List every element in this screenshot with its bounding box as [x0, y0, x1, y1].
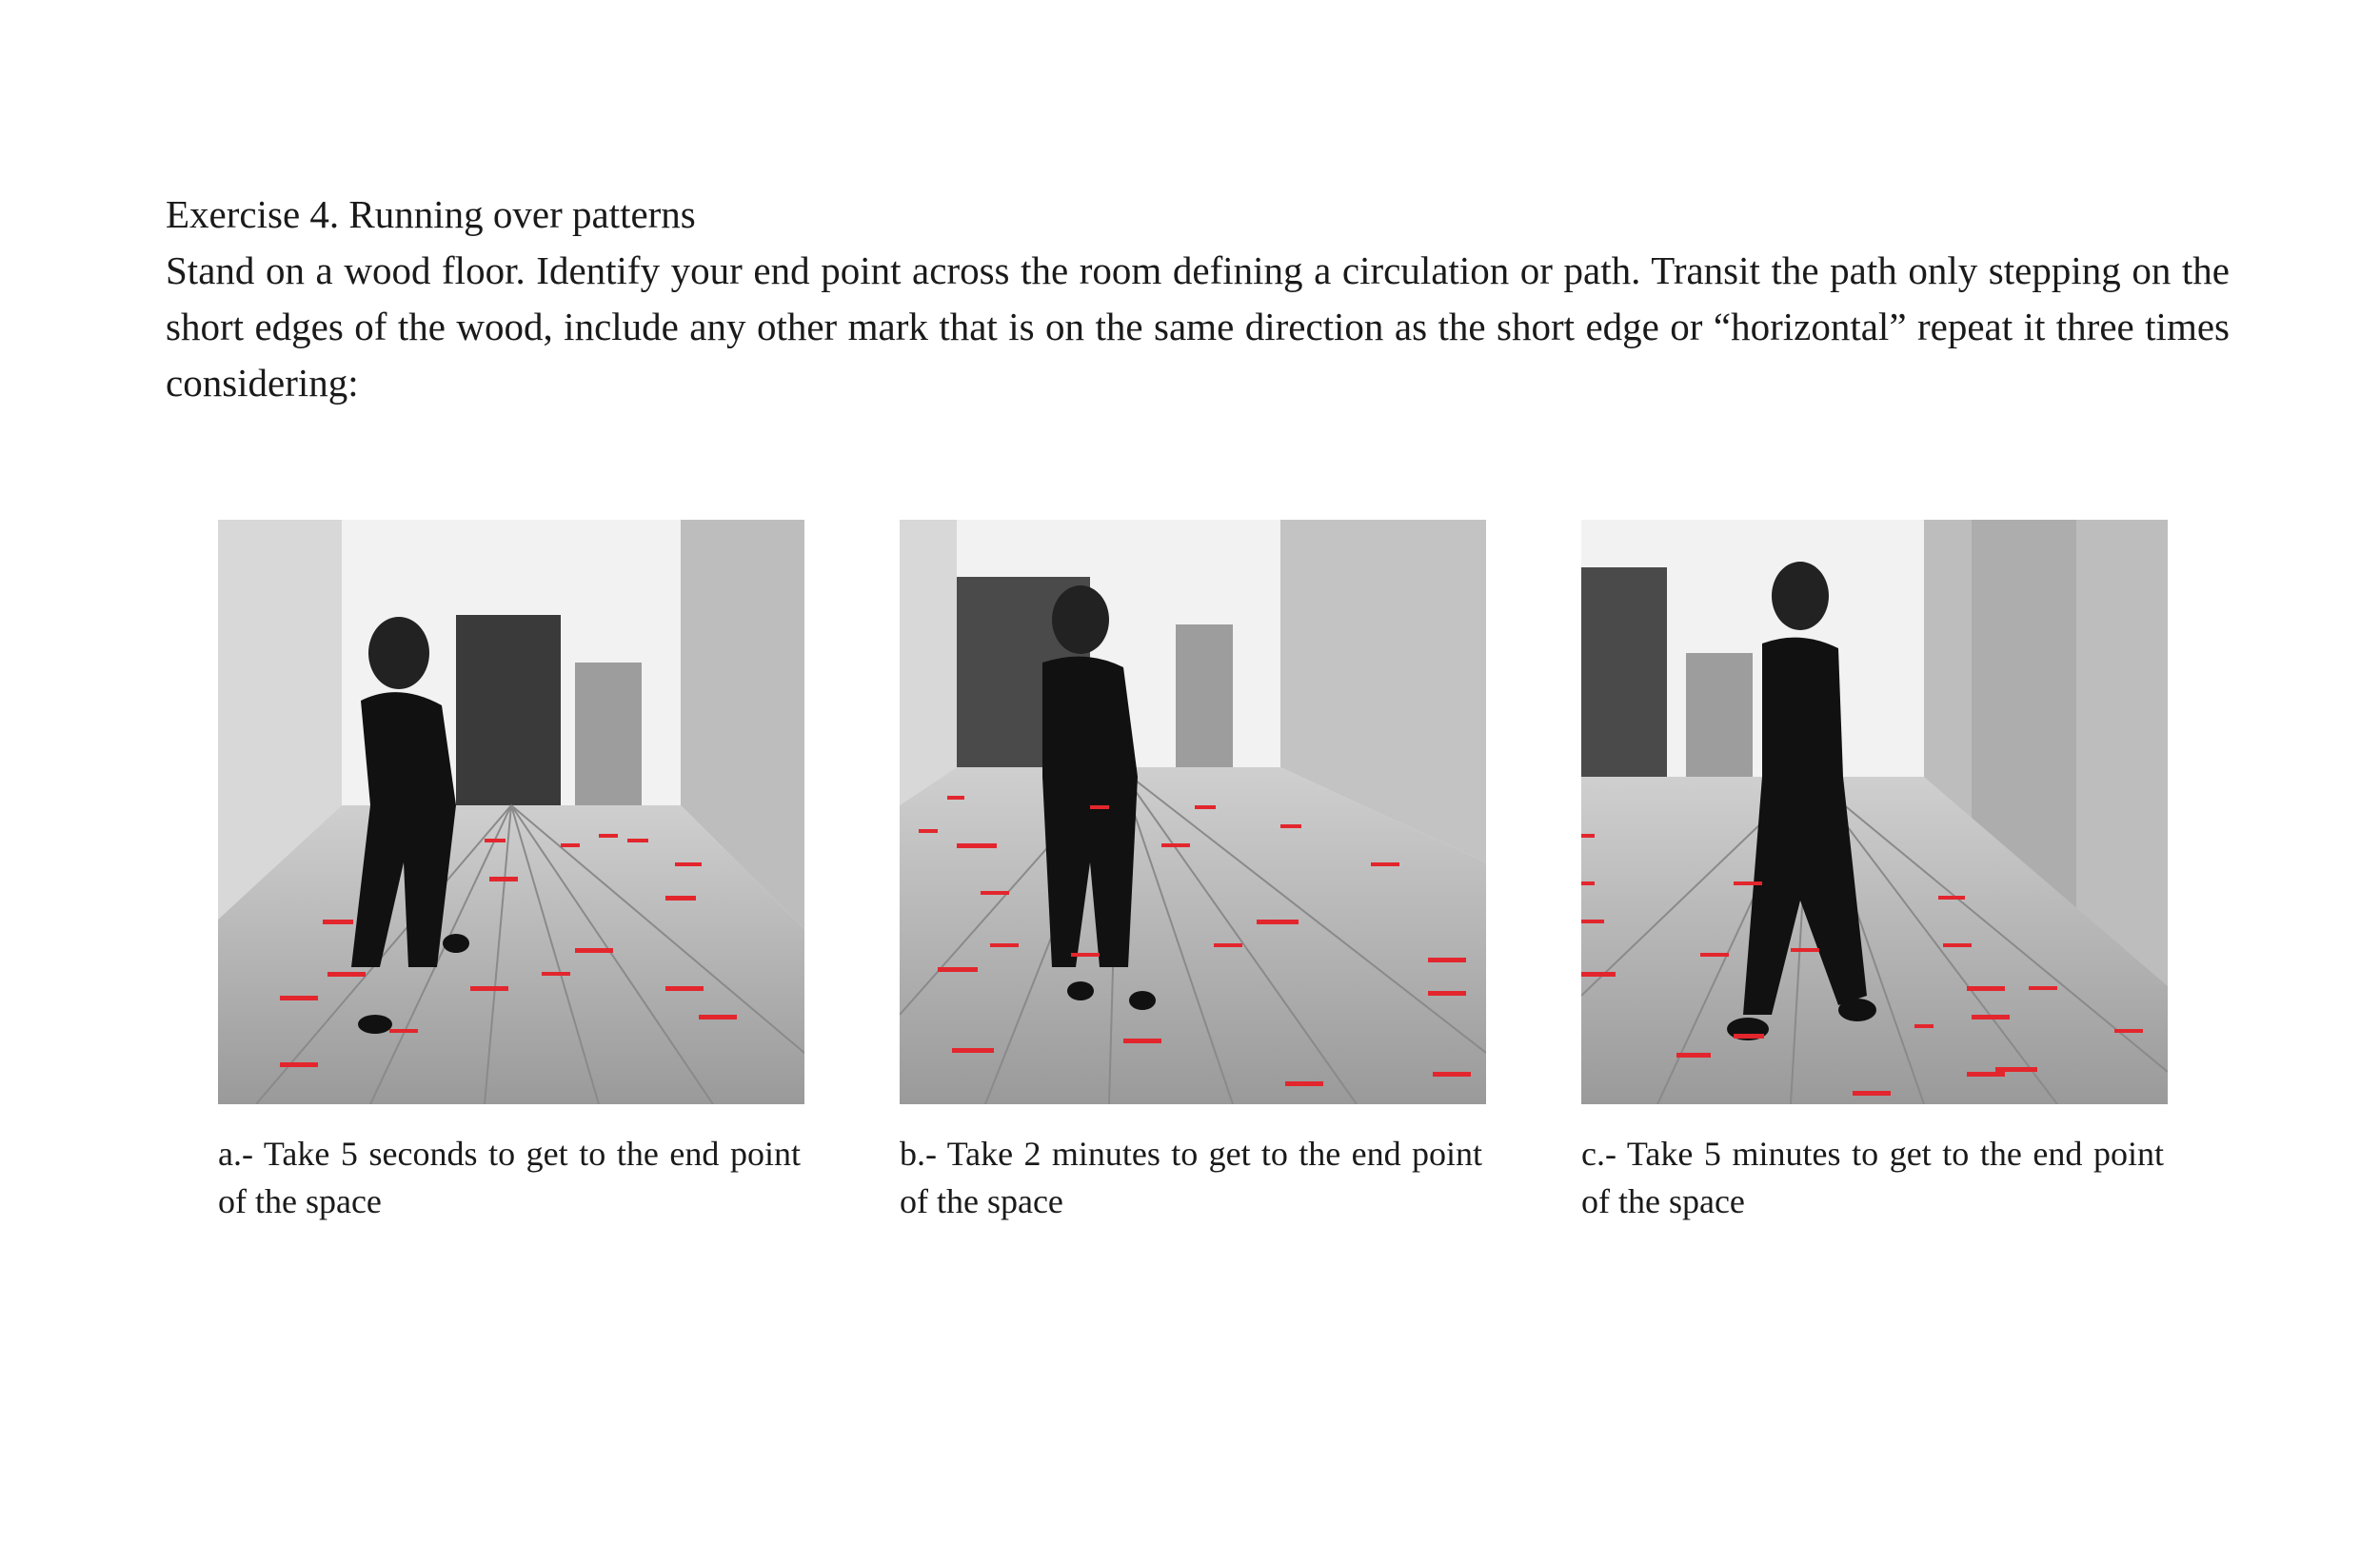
photo-b: [900, 520, 1486, 1104]
photo-b-illustration: [900, 520, 1486, 1104]
elevator-door: [575, 663, 642, 805]
window-panel: [1581, 567, 1667, 777]
exercise-heading: [166, 187, 2230, 411]
elevator-door: [1176, 624, 1233, 767]
photo-c: [1581, 520, 2168, 1104]
wood-floor: [218, 805, 804, 1104]
left-wall: [900, 520, 957, 805]
photo-a: [218, 520, 804, 1104]
photo-a-illustration: [218, 520, 804, 1104]
photo-c-illustration: [1581, 520, 2168, 1104]
doorway: [456, 615, 561, 805]
elevator-door: [1686, 653, 1753, 777]
caption-c: c.- Take 5 minutes to get to the end point of the space: [1581, 1135, 2164, 1220]
panel-c: [1581, 520, 2168, 1225]
panel-b: [900, 520, 1486, 1225]
panel-a: [218, 520, 804, 1225]
exercise-title: Exercise 4. Running over patterns: [166, 192, 696, 236]
caption-a: a.- Take 5 seconds to get to the end point of the space: [218, 1135, 801, 1220]
caption-b: b.- Take 2 minutes to get to the end point of the space: [900, 1135, 1482, 1220]
exercise-instructions: Stand on a wood floor. Identify your end point across the room defining a circulation or path. Transit the path only stepping on the short edges of the wood, include any other mark that is on the same direction as the short edge or “horizontal” repeat it three times considering:: [166, 248, 2230, 405]
